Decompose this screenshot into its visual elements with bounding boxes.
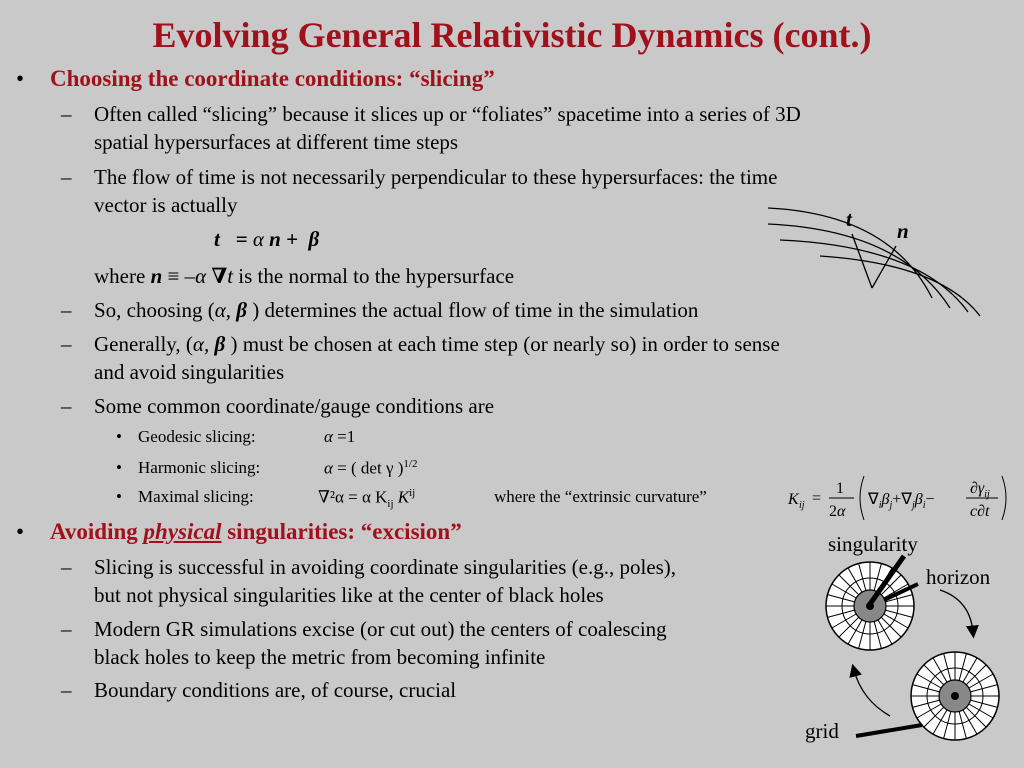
time-vector-equation: t = α n + β — [214, 227, 320, 251]
slide-title: Evolving General Relativistic Dynamics (cont.) — [152, 15, 872, 55]
extrinsic-curvature-formula — [784, 468, 1014, 526]
list-item: – So, choosing (α, β ) determines the actual flow of time in the simulation — [61, 298, 699, 322]
svg-text:∂γij: $\partial\gamma_{ij}$ — [970, 480, 990, 500]
section-heading-slicing — [16, 66, 495, 92]
hypersurface-diagram — [760, 200, 990, 320]
list-item: – Modern GR simulations excise (or cut out) the centers of coalescing black holes to keep the metric from becoming infinite — [61, 617, 667, 669]
svg-text:c∂t: c∂t — [970, 503, 990, 520]
condition-harmonic: • Harmonic slicing: α = ( det γ )$^{1/2}$ — [116, 458, 418, 478]
bullet: • — [16, 66, 25, 91]
grid-label: grid — [805, 719, 839, 743]
singularity-label: singularity — [828, 532, 918, 556]
svg-text:2α: 2α — [829, 503, 846, 520]
black-hole-grid — [826, 562, 914, 650]
list-item: – Boundary conditions are, of course, crucial — [61, 678, 457, 702]
n-vector-label: n — [897, 219, 909, 243]
list-item-normal: where n ≡ –α ∇t is the normal to the hypersurface — [94, 264, 515, 288]
list-item: – Generally, (α, β ) must be chosen at each time step (or nearly so) in order to sense and avoid singularities — [61, 332, 780, 384]
black-hole-grid — [911, 652, 999, 740]
condition-maximal: • Maximal slicing: ∇²α = α $K_{ij}$ $K^{ij}$ where the “extrinsic curvature” — [116, 487, 707, 511]
list-item: – Slicing is successful in avoiding coordinate singularities (e.g., poles), but not physical singularities like at the center of black holes — [61, 555, 677, 607]
list-item: – Some common coordinate/gauge conditions are — [61, 394, 495, 418]
svg-text:=: = — [812, 490, 822, 507]
svg-text:K: K — [788, 491, 799, 508]
heading-text: Choosing the coordinate conditions: “slicing” — [50, 66, 495, 91]
list-item: – Often called “slicing” because it slices up or “foliates” spacetime into a series of 3D spatial hypersurfaces at different time steps — [61, 102, 801, 154]
t-vector-label: t — [846, 207, 852, 231]
list-item: – The flow of time is not necessarily perpendicular to these hypersurfaces: the time vector is actually — [61, 165, 778, 217]
section-heading-excision: • Avoiding physical singularities: “excision” — [16, 519, 462, 544]
svg-text:1: 1 — [836, 480, 844, 497]
svg-text:ij: ij — [799, 500, 805, 511]
condition-geodesic: • Geodesic slicing: α =1 — [116, 427, 356, 446]
svg-text:∇iβj+∇jβi−: $\nabla_i\beta_j+\nabla_j\beta_i-$ — [868, 491, 935, 511]
horizon-label: horizon — [926, 565, 991, 589]
excision-diagram — [790, 540, 1024, 768]
